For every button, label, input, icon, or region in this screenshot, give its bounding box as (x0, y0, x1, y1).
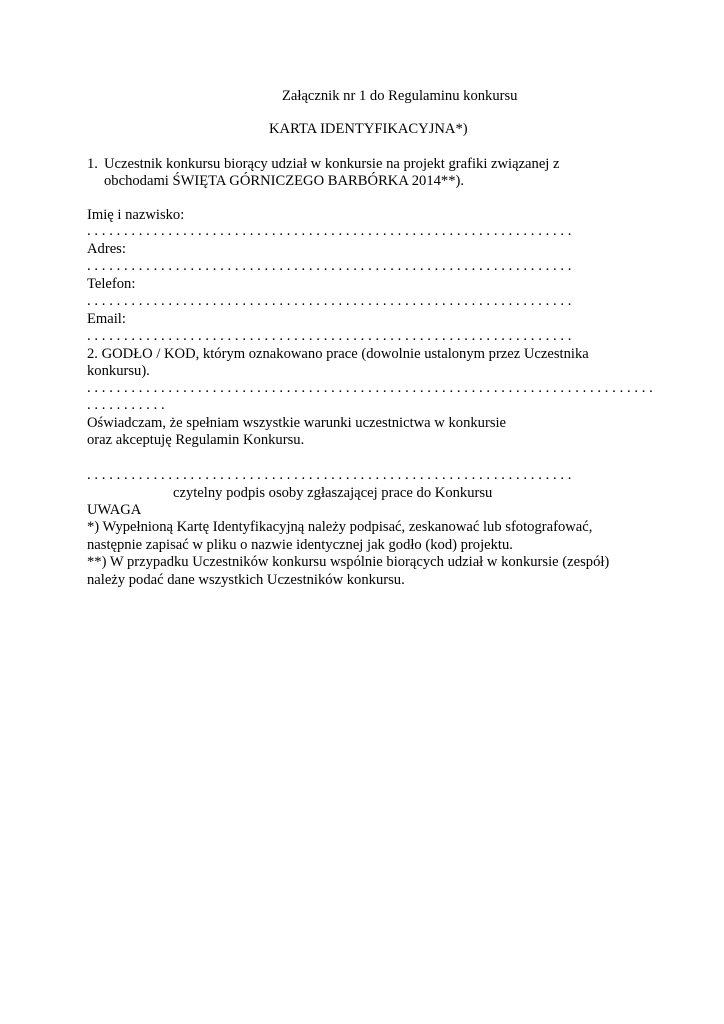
note1-line2: następnie zapisać w pliku o nazwie identycznej jak godło (kod) projektu. (87, 537, 513, 553)
section1-line1: Uczestnik konkursu biorący udział w konkursie na projekt grafiki związanej z (104, 156, 560, 172)
declaration-line1: Oświadczam, że spełniam wszystkie warunki uczestnictwa w konkursie (87, 415, 507, 431)
section1-number: 1. (87, 156, 98, 172)
section2-line1: 2. GODŁO / KOD, którym oznakowano prace (dowolnie ustalonym przez Uczestnika (87, 346, 589, 362)
signature-dots: . . . . . . . . . . . . . . . . . . . . . . . . . . . . . . . . . . . . . . . . . . . . . . . . . . . . . . . . . . . . . . . . . . (87, 467, 572, 483)
declaration-line2: oraz akceptuję Regulamin Konkursu. (87, 432, 305, 448)
attachment-heading: Załącznik nr 1 do Regulaminu konkursu (282, 88, 518, 104)
note2-line1: **) W przypadku Uczestników konkursu wspólnie biorących udział w konkursie (zespół) (87, 554, 610, 570)
email-dots: . . . . . . . . . . . . . . . . . . . . . . . . . . . . . . . . . . . . . . . . . . . . . . . . . . . . . . . . . . . . . . . . . . (87, 328, 572, 344)
address-label: Adres: (87, 241, 126, 257)
section2-line2: konkursu). (87, 363, 150, 379)
name-label: Imię i nazwisko: (87, 207, 185, 223)
address-dots: . . . . . . . . . . . . . . . . . . . . . . . . . . . . . . . . . . . . . . . . . . . . . . . . . . . . . . . . . . . . . . . . . . (87, 258, 572, 274)
code-dots-short: . . . . . . . . . . . (87, 397, 165, 413)
note2-line2: należy podać dane wszystkich Uczestników konkursu. (87, 572, 405, 588)
document-title: KARTA IDENTYFIKACYJNA*) (269, 121, 468, 137)
code-dots-long: . . . . . . . . . . . . . . . . . . . . . . . . . . . . . . . . . . . . . . . . . . . . . . . . . . . . . . . . . . . . . . . . . . . . . . . . . . . . . (87, 380, 653, 396)
phone-label: Telefon: (87, 276, 136, 292)
phone-dots: . . . . . . . . . . . . . . . . . . . . . . . . . . . . . . . . . . . . . . . . . . . . . . . . . . . . . . . . . . . . . . . . . . (87, 293, 572, 309)
name-dots: . . . . . . . . . . . . . . . . . . . . . . . . . . . . . . . . . . . . . . . . . . . . . . . . . . . . . . . . . . . . . . . . . . (87, 223, 572, 239)
email-label: Email: (87, 311, 126, 327)
signature-caption: czytelny podpis osoby zgłaszającej prace do Konkursu (173, 485, 493, 501)
notes-heading: UWAGA (87, 502, 142, 518)
section1-line2: obchodami ŚWIĘTA GÓRNICZEGO BARBÓRKA 2014**). (104, 173, 465, 189)
note1-line1: *) Wypełnioną Kartę Identyfikacyjną należy podpisać, zeskanować lub sfotografować, (87, 519, 593, 535)
